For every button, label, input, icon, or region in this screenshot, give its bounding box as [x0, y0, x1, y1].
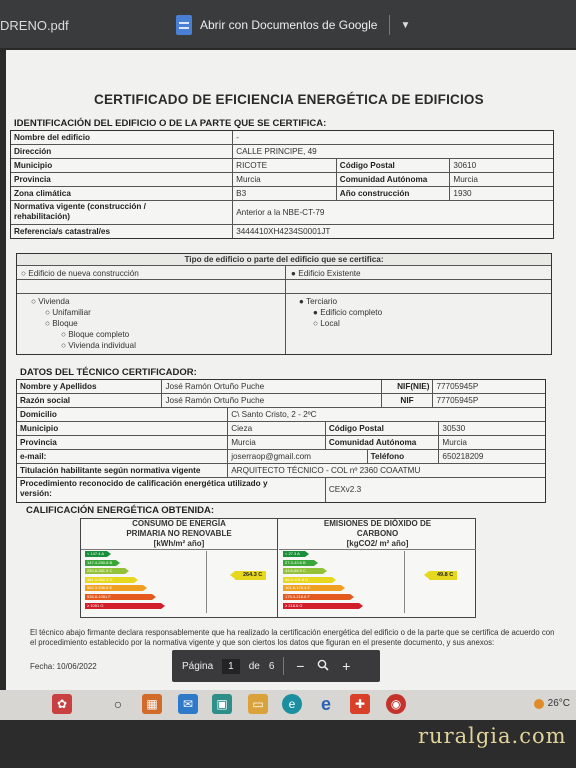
emisiones-scale: [283, 551, 405, 613]
mail-icon[interactable]: ✉: [178, 694, 198, 714]
table-row: Zona climática B3 Año construcción 1930: [11, 187, 553, 201]
consumo-scale-bar: 250.8-381.9 C: [85, 568, 125, 574]
building-type-box: [16, 253, 552, 355]
emisiones-scale-bar: 66.9-101.6 D: [283, 577, 332, 583]
option-edificio-completo: ● Edificio completo: [313, 308, 383, 317]
flowers-icon[interactable]: ✿: [52, 694, 72, 714]
table-row: Dirección CALLE PRINCIPE, 49: [11, 145, 553, 159]
option-bloque-completo: ○ Bloque completo: [61, 330, 130, 339]
folder-icon[interactable]: ▭: [248, 694, 268, 714]
table-row: Normativa vigente (construcción / rehabilitación) Anterior a la NBE-CT-79: [11, 201, 553, 225]
issue-date: Fecha: 10/06/2022: [30, 662, 97, 671]
section-calificacion-title: CALIFICACIÓN ENERGÉTICA OBTENIDA:: [26, 505, 215, 516]
zoom-in-button[interactable]: +: [342, 658, 351, 674]
emisiones-score: 49.8 C: [429, 571, 457, 580]
page-number-input[interactable]: 1: [222, 659, 240, 674]
consumo-scale-bar: 562.3-936.8 E: [85, 585, 143, 591]
emisiones-scale-bar: 43.6-66.9 C: [283, 568, 323, 574]
option-bloque: ○ Bloque: [45, 319, 78, 328]
table-row: Titulación habilitante según normativa vigente ARQUITECTO TÉCNICO - COL nº 2360 COAATMU: [17, 464, 545, 478]
table-row: Provincia Murcia Comunidad Autónoma Murcia: [11, 173, 553, 187]
emisiones-scale-bar: < 27.3 A: [283, 551, 305, 557]
page-navigator: [172, 650, 380, 682]
energy-rating-panel: [80, 518, 476, 618]
option-local: ○ Local: [313, 319, 340, 328]
consumo-scale-bar: 147.4-250.8 B: [85, 560, 116, 566]
consumo-scale-bar: < 147.4 A: [85, 551, 107, 557]
document-page: [6, 50, 576, 690]
document-title: CERTIFICADO DE EFICIENCIA ENERGÉTICA DE EDIFICIOS: [94, 92, 484, 107]
option-unifamiliar: ○ Unifamiliar: [45, 308, 91, 317]
table-row: Referencia/s catastral/es 3444410XH4234S0001JT: [11, 225, 553, 238]
table-row: Domicilio C\ Santo Cristo, 2 - 2ºC: [17, 408, 545, 422]
building-type-title: Tipo de edificio o parte del edificio que se certifica:: [17, 254, 551, 266]
open-with-label: Abrir con Documentos de Google: [200, 18, 378, 32]
page-total: 6: [268, 660, 275, 672]
temperature: 26°C: [547, 698, 570, 709]
consumo-scale-bar: ≥ 1051 G: [85, 603, 161, 609]
table-row: Municipio RICOTE Código Postal 30610: [11, 159, 553, 173]
emisiones-panel: EMISIONES DE DIÓXIDO DE CARBONO [kgCO2/ m² año] < 27.3 A 27.3-43.6 B 43.6-66.9 C 66.9-101.6 D 101.6-175.4 E 175.4-218.6 F ≥ 218.6 G 49.8 C: [279, 519, 476, 617]
consumo-score: 264.3 C: [235, 571, 266, 580]
option-vivienda: ○ Vivienda: [31, 297, 70, 306]
table-row: Procedimiento reconocido de calificación energética utilizado y versión: CEXv2.3: [17, 478, 545, 502]
sun-icon: [534, 699, 544, 709]
consumo-scale: [85, 551, 207, 613]
watermark: ruralgia.com: [418, 724, 567, 748]
emisiones-scale-bar: ≥ 218.6 G: [283, 603, 359, 609]
photos-icon[interactable]: ▣: [212, 694, 232, 714]
table-row: Nombre y Apellidos José Ramón Ortuño Puche NIF(NIE) 77705945P: [17, 380, 545, 394]
edge-icon[interactable]: e: [282, 694, 302, 714]
zoom-icon[interactable]: [316, 658, 330, 674]
file-name: DRENO.pdf: [0, 18, 69, 33]
emisiones-scale-bar: 101.6-175.4 E: [283, 585, 341, 591]
toolbar-divider: [389, 15, 390, 35]
table-row: Provincia Murcia Comunidad Autónoma Murcia: [17, 436, 545, 450]
store-icon[interactable]: ▦: [142, 694, 162, 714]
table-row: Nombre del edificio -: [11, 131, 553, 145]
table-row: Municipio Cieza Código Postal 30530: [17, 422, 545, 436]
option-nueva-construccion: ○ Edificio de nueva construcción: [21, 269, 139, 278]
consumo-panel: CONSUMO DE ENERGÍA PRIMARIA NO RENOVABLE [kWh/m² año] < 147.4 A 147.4-250.8 B 250.8-381.9 C 381.9-562.3 D 562.3-936.8 E 936.8-1051 F ≥ 1051 G 264.3 C: [81, 519, 278, 617]
section-identificacion-title: IDENTIFICACIÓN DEL EDIFICIO O DE LA PARTE QUE SE CERTIFICA:: [14, 118, 327, 129]
emisiones-scale-bar: 27.3-43.6 B: [283, 560, 314, 566]
consumo-scale-bar: 936.8-1051 F: [85, 594, 152, 600]
page-label: Página: [182, 660, 214, 672]
section-tecnico-title: DATOS DEL TÉCNICO CERTIFICADOR:: [20, 367, 197, 378]
weather-widget[interactable]: [534, 698, 570, 709]
page-of-label: de: [248, 660, 260, 672]
taskbar: [0, 690, 576, 720]
emisiones-scale-bar: 175.4-218.6 F: [283, 594, 350, 600]
table-row: Razón social José Ramón Ortuño Puche NIF 77705945P: [17, 394, 545, 408]
office-icon[interactable]: ✚: [350, 694, 370, 714]
internet-explorer-icon[interactable]: e: [320, 694, 331, 714]
option-vivienda-individual: ○ Vivienda individual: [61, 341, 136, 350]
declaration-text: El técnico abajo firmante declara responsablemente que ha realizado la certificación energética del edificio o de la parte que se certifica de acuerdo con el procedimiento establecido por la normativa vigente y que son ciertos los datos que figuran en el presente documento, y sus anexos:: [30, 628, 555, 647]
option-terciario: ● Terciario: [299, 297, 338, 306]
consumo-scale-bar: 381.9-562.3 D: [85, 577, 134, 583]
certifier-table: [16, 379, 546, 503]
option-edificio-existente: ● Edificio Existente: [291, 269, 361, 278]
pager-divider: [283, 657, 284, 675]
chevron-down-icon[interactable]: ▼: [400, 19, 411, 31]
pdf-viewer-toolbar: [0, 0, 576, 48]
chrome-icon[interactable]: ◉: [386, 694, 406, 714]
search-circle-icon[interactable]: ○: [113, 696, 123, 712]
zoom-out-button[interactable]: −: [296, 658, 305, 674]
table-row: e-mail: joserraop@gmail.com Teléfono 650218209: [17, 450, 545, 464]
building-identification-table: [10, 130, 554, 239]
open-with-google-docs-button[interactable]: [176, 12, 410, 38]
google-docs-icon: [176, 15, 192, 35]
